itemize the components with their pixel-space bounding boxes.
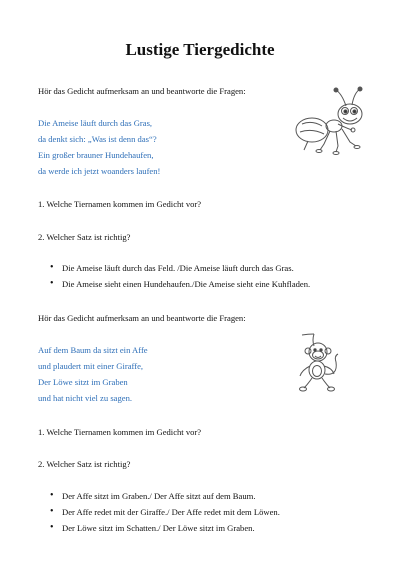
answer-option: • Der Löwe sitzt im Schatten./ Der Löwe sitzt im Graben. <box>50 523 280 533</box>
answer-options <box>50 491 280 533</box>
ant-icon <box>290 84 370 160</box>
poem-line: da werde ich jetzt woanders laufen! <box>38 166 161 176</box>
answer-option: • Der Affe sitzt im Graben./ Der Affe sitzt auf dem Baum. <box>50 491 280 501</box>
answer-option: • Die Ameise sieht einen Hundehaufen./Die Ameise sieht eine Kuhfladen. <box>50 279 310 289</box>
poem-line: Die Ameise läuft durch das Gras, <box>38 118 153 128</box>
instruction-text: Hör das Gedicht aufmerksam an und beantworte die Fragen: <box>38 86 246 96</box>
instruction-text: Hör das Gedicht aufmerksam an und beantworte die Fragen: <box>38 313 246 323</box>
page-title: Lustige Tiergedichte <box>125 40 275 59</box>
poem-line: Ein großer brauner Hundehaufen, <box>38 150 154 160</box>
poem-line: Auf dem Baum da sitzt ein Affe <box>38 345 148 355</box>
answer-option: • Die Ameise läuft durch das Feld. /Die Ameise läuft durch das Gras. <box>50 263 310 273</box>
poem-line: und plaudert mit einer Giraffe, <box>38 361 144 371</box>
question-1: 1. Welche Tiernamen kommen im Gedicht vor? <box>38 199 202 209</box>
question-1: 1. Welche Tiernamen kommen im Gedicht vor? <box>38 427 202 437</box>
question-2: 2. Welcher Satz ist richtig? <box>38 459 131 469</box>
answer-options <box>50 263 310 289</box>
poem-line: und hat nicht viel zu sagen. <box>38 393 133 403</box>
poem-line: da denkt sich: „Was ist denn das“? <box>38 134 157 144</box>
question-2: 2. Welcher Satz ist richtig? <box>38 232 131 242</box>
monkey-icon <box>292 332 344 394</box>
answer-option: • Der Affe redet mit der Giraffe./ Der Affe redet mit dem Löwen. <box>50 507 280 517</box>
poem-line: Der Löwe sitzt im Graben <box>38 377 128 387</box>
